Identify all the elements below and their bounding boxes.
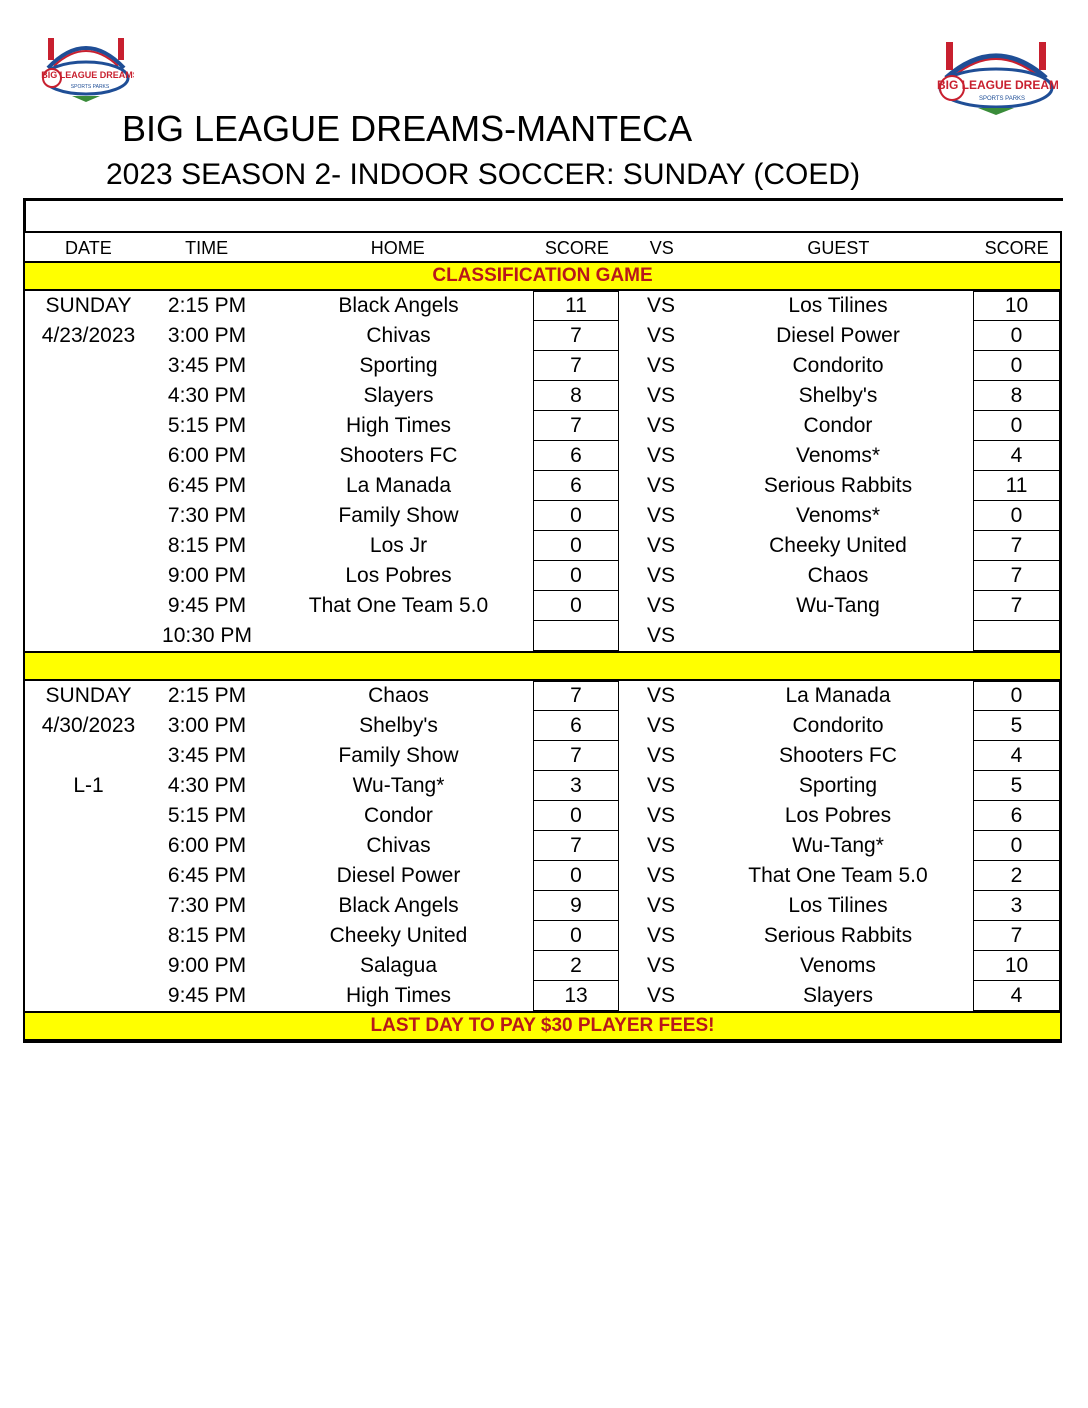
vs-cell: VS xyxy=(646,564,675,587)
home-score-cell: 0 xyxy=(533,591,619,621)
guest-team-cell: Venoms* xyxy=(795,444,881,467)
vs-cell: VS xyxy=(646,894,675,917)
game-row xyxy=(25,321,1060,351)
home-team-cell: Salagua xyxy=(359,954,438,977)
vs-cell: VS xyxy=(646,324,675,347)
guest-team-cell: Shooters FC xyxy=(779,744,897,767)
guest-team-cell: Condorito xyxy=(792,354,884,377)
guest-score-cell xyxy=(973,621,1060,651)
guest-score-cell: 2 xyxy=(973,861,1060,891)
home-score-cell: 7 xyxy=(533,681,619,711)
time-cell: 4:30 PM xyxy=(167,384,247,407)
vs-cell: VS xyxy=(646,744,675,767)
time-cell: 5:15 PM xyxy=(167,414,247,437)
guest-score-cell: 0 xyxy=(973,831,1060,861)
home-team-cell: Shelby's xyxy=(359,714,438,737)
game-row xyxy=(25,891,1060,921)
game-row xyxy=(25,501,1060,531)
guest-score-cell: 10 xyxy=(973,291,1060,321)
game-row xyxy=(25,351,1060,381)
guest-score-cell: 7 xyxy=(973,591,1060,621)
col-vs-header: VS xyxy=(649,238,674,258)
home-score-cell: 7 xyxy=(533,321,619,351)
home-team-cell: Chaos xyxy=(368,684,429,707)
home-team-cell: High Times xyxy=(345,984,452,1007)
game-row xyxy=(25,531,1060,561)
home-team-cell: Los Jr xyxy=(369,534,428,557)
home-score-cell: 11 xyxy=(533,291,619,321)
date-cell: SUNDAY xyxy=(45,294,132,317)
home-score-cell: 0 xyxy=(533,861,619,891)
guest-score-cell: 5 xyxy=(973,771,1060,801)
svg-text:SPORTS PARKS: SPORTS PARKS xyxy=(70,84,110,90)
guest-score-cell: 4 xyxy=(973,741,1060,771)
vs-cell: VS xyxy=(646,624,675,647)
vs-cell: VS xyxy=(646,714,675,737)
date-cell: 4/30/2023 xyxy=(41,714,136,737)
guest-team-cell: Condor xyxy=(803,414,873,437)
home-team-cell: Family Show xyxy=(338,504,459,527)
home-team-cell: High Times xyxy=(345,414,452,437)
time-cell: 6:00 PM xyxy=(167,444,247,467)
home-team-cell: Cheeky United xyxy=(329,924,468,947)
vs-cell: VS xyxy=(646,804,675,827)
vs-cell: VS xyxy=(646,834,675,857)
classification-banner: CLASSIFICATION GAME xyxy=(25,261,1060,291)
home-team-cell: Sporting xyxy=(359,354,438,377)
time-cell: 8:15 PM xyxy=(167,534,247,557)
game-row xyxy=(25,801,1060,831)
guest-score-cell: 4 xyxy=(973,981,1060,1011)
home-team-cell: Slayers xyxy=(363,384,434,407)
guest-team-cell: Los Tilines xyxy=(788,894,888,917)
guest-score-cell: 0 xyxy=(973,411,1060,441)
date-cell: L-1 xyxy=(73,774,104,797)
guest-team-cell: Wu-Tang xyxy=(796,594,880,617)
time-cell: 6:45 PM xyxy=(167,474,247,497)
time-cell: 9:45 PM xyxy=(167,984,247,1007)
guest-team-cell: Chaos xyxy=(807,564,869,587)
home-score-cell: 6 xyxy=(533,441,619,471)
guest-team-cell: Cheeky United xyxy=(769,534,907,557)
guest-team-cell: Wu-Tang* xyxy=(792,834,884,857)
vs-cell: VS xyxy=(646,864,675,887)
game-row xyxy=(25,861,1060,891)
game-row xyxy=(25,471,1060,501)
time-cell: 7:30 PM xyxy=(167,504,247,527)
game-row xyxy=(25,441,1060,471)
home-team-cell: Los Pobres xyxy=(345,564,452,587)
guest-team-cell: Los Pobres xyxy=(784,804,892,827)
guest-score-cell: 0 xyxy=(973,321,1060,351)
game-row xyxy=(25,741,1060,771)
home-team-cell: Chivas xyxy=(366,834,431,857)
table-header-row xyxy=(25,231,1060,261)
guest-team-cell: Los Tilines xyxy=(788,294,888,317)
guest-score-cell: 3 xyxy=(973,891,1060,921)
game-row xyxy=(25,711,1060,741)
big-league-dreams-logo-left xyxy=(38,28,134,104)
guest-team-cell: Venoms* xyxy=(795,504,881,527)
col-guest-header: GUEST xyxy=(807,238,870,258)
col-guest-score-header: SCORE xyxy=(984,238,1049,258)
home-score-cell: 8 xyxy=(533,381,619,411)
home-score-cell: 7 xyxy=(533,741,619,771)
date-cell: SUNDAY xyxy=(45,684,132,707)
home-team-cell: Diesel Power xyxy=(336,864,461,887)
vs-cell: VS xyxy=(646,954,675,977)
guest-team-cell: Sporting xyxy=(798,774,878,797)
game-row xyxy=(25,591,1060,621)
guest-team-cell: Venoms xyxy=(800,954,876,977)
guest-score-cell: 7 xyxy=(973,561,1060,591)
big-league-dreams-logo-right xyxy=(934,34,1058,116)
guest-score-cell: 11 xyxy=(973,471,1060,501)
guest-team-cell: La Manada xyxy=(785,684,891,707)
game-row xyxy=(25,951,1060,981)
game-row xyxy=(25,381,1060,411)
home-team-cell: Family Show xyxy=(338,744,459,767)
blank-header-box xyxy=(23,198,1063,231)
vs-cell: VS xyxy=(646,984,675,1007)
game-row xyxy=(25,621,1060,651)
vs-cell: VS xyxy=(646,474,675,497)
home-score-cell: 0 xyxy=(533,531,619,561)
svg-text:BIG LEAGUE DREAMS: BIG LEAGUE DREAMS xyxy=(41,70,134,80)
vs-cell: VS xyxy=(646,924,675,947)
guest-score-cell: 10 xyxy=(973,951,1060,981)
guest-score-cell: 0 xyxy=(973,501,1060,531)
vs-cell: VS xyxy=(646,384,675,407)
time-cell: 3:45 PM xyxy=(167,354,247,377)
time-cell: 3:45 PM xyxy=(167,744,247,767)
week2-games xyxy=(25,681,1060,1011)
time-cell: 6:00 PM xyxy=(167,834,247,857)
col-time-header: TIME xyxy=(185,238,229,258)
guest-team-cell: That One Team 5.0 xyxy=(748,864,928,887)
home-score-cell: 0 xyxy=(533,561,619,591)
time-cell: 8:15 PM xyxy=(167,924,247,947)
guest-score-cell: 4 xyxy=(973,441,1060,471)
home-team-cell: Shooters FC xyxy=(339,444,458,467)
date-cell: 4/23/2023 xyxy=(41,324,136,347)
time-cell: 10:30 PM xyxy=(162,624,252,647)
home-score-cell: 7 xyxy=(533,411,619,441)
vs-cell: VS xyxy=(646,414,675,437)
time-cell: 3:00 PM xyxy=(167,324,247,347)
vs-cell: VS xyxy=(646,594,675,617)
guest-score-cell: 7 xyxy=(973,921,1060,951)
home-score-cell: 2 xyxy=(533,951,619,981)
home-score-cell: 13 xyxy=(533,981,619,1011)
page-subtitle: 2023 SEASON 2- INDOOR SOCCER: SUNDAY (COED) xyxy=(106,158,861,191)
vs-cell: VS xyxy=(646,684,675,707)
guest-score-cell: 8 xyxy=(973,381,1060,411)
game-row xyxy=(25,831,1060,861)
guest-score-cell: 5 xyxy=(973,711,1060,741)
home-team-cell: That One Team 5.0 xyxy=(308,594,489,617)
time-cell: 6:45 PM xyxy=(167,864,247,887)
vs-cell: VS xyxy=(646,534,675,557)
home-team-cell: La Manada xyxy=(345,474,452,497)
home-score-cell: 7 xyxy=(533,351,619,381)
time-cell: 4:30 PM xyxy=(167,774,247,797)
week-separator xyxy=(25,651,1060,681)
home-score-cell: 7 xyxy=(533,831,619,861)
time-cell: 9:00 PM xyxy=(167,954,247,977)
guest-score-cell: 7 xyxy=(973,531,1060,561)
home-score-cell: 0 xyxy=(533,501,619,531)
game-row xyxy=(25,561,1060,591)
col-date-header: DATE xyxy=(65,238,112,258)
home-team-cell: Black Angels xyxy=(338,894,459,917)
home-score-cell: 6 xyxy=(533,471,619,501)
page-title: BIG LEAGUE DREAMS-MANTECA xyxy=(122,108,693,149)
game-row xyxy=(25,291,1060,321)
schedule-table xyxy=(23,231,1062,1043)
guest-team-cell: Shelby's xyxy=(798,384,878,407)
guest-team-cell: Diesel Power xyxy=(776,324,900,347)
game-row xyxy=(25,411,1060,441)
home-score-cell: 9 xyxy=(533,891,619,921)
time-cell: 9:00 PM xyxy=(167,564,247,587)
time-cell: 7:30 PM xyxy=(167,894,247,917)
guest-team-cell: Serious Rabbits xyxy=(763,924,913,947)
guest-score-cell: 0 xyxy=(973,351,1060,381)
time-cell: 9:45 PM xyxy=(167,594,247,617)
home-score-cell: 3 xyxy=(533,771,619,801)
guest-score-cell: 6 xyxy=(973,801,1060,831)
player-fees-banner: LAST DAY TO PAY $30 PLAYER FEES! xyxy=(25,1011,1060,1041)
vs-cell: VS xyxy=(646,774,675,797)
col-home-header: HOME xyxy=(370,238,425,258)
col-home-score-header: SCORE xyxy=(544,238,609,258)
vs-cell: VS xyxy=(646,354,675,377)
vs-cell: VS xyxy=(646,294,675,317)
svg-text:BIG LEAGUE DREAMS: BIG LEAGUE DREAMS xyxy=(936,78,1058,92)
guest-team-cell: Serious Rabbits xyxy=(763,474,913,497)
game-row xyxy=(25,981,1060,1011)
home-score-cell xyxy=(533,621,619,651)
time-cell: 2:15 PM xyxy=(167,684,247,707)
game-row xyxy=(25,771,1060,801)
home-score-cell: 0 xyxy=(533,921,619,951)
home-score-cell: 6 xyxy=(533,711,619,741)
guest-team-cell: Slayers xyxy=(802,984,874,1007)
game-row xyxy=(25,921,1060,951)
guest-score-cell: 0 xyxy=(973,681,1060,711)
vs-cell: VS xyxy=(646,444,675,467)
time-cell: 2:15 PM xyxy=(167,294,247,317)
home-score-cell: 0 xyxy=(533,801,619,831)
game-row xyxy=(25,681,1060,711)
week1-games xyxy=(25,291,1060,651)
svg-text:SPORTS PARKS: SPORTS PARKS xyxy=(978,96,1026,102)
guest-team-cell: Condorito xyxy=(792,714,884,737)
home-team-cell: Wu-Tang* xyxy=(352,774,445,797)
home-team-cell: Chivas xyxy=(366,324,431,347)
vs-cell: VS xyxy=(646,504,675,527)
home-team-cell: Black Angels xyxy=(338,294,459,317)
time-cell: 3:00 PM xyxy=(167,714,247,737)
home-team-cell: Condor xyxy=(364,804,433,827)
time-cell: 5:15 PM xyxy=(167,804,247,827)
